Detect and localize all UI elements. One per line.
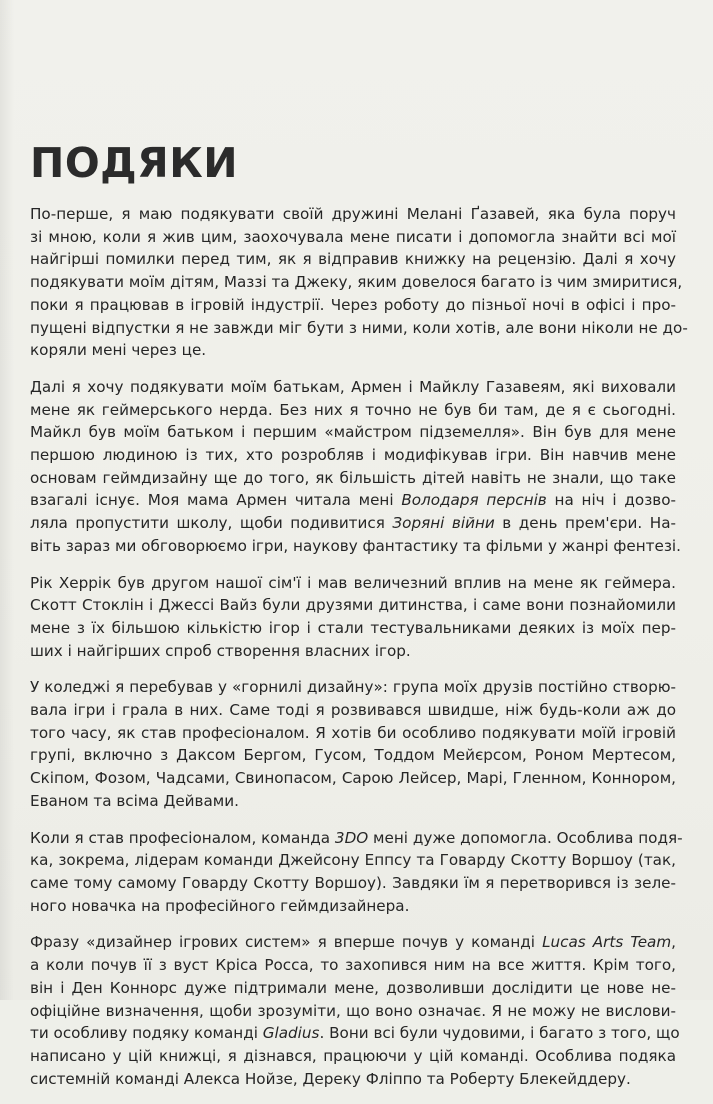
page-title: ПОДЯКИ	[30, 139, 239, 187]
text-line: пущені відпустки я не завжди міг бути з ними, коли хотів, але вони ніколи не до-	[30, 318, 688, 337]
text-line: зі мною, коли я жив цим, заохочувала мене писати і допомогла знайти всі мої	[30, 227, 676, 246]
text-line: взагалі існує. Моя мама Армен читала мені Володаря перснів на ніч і дозво-	[30, 491, 676, 510]
text-line: Фразу «дизайнер ігрових систем» я вперше почув у команді Lucas Arts Team,	[30, 933, 676, 952]
text-line: Еваном та всіма Дейвами.	[30, 791, 239, 810]
text-line: системній команді Алекса Нойзе, Дереку Фліппо та Роберту Блекейддеру.	[30, 1069, 631, 1088]
text-line: ти особливу подяку команді Gladius. Вони всі були чудовими, і багато з того, що	[30, 1024, 680, 1043]
text-line: ного новачка на професійного геймдизайнера.	[30, 896, 410, 915]
paragraph	[30, 676, 676, 812]
text-line: першою людиною із тих, хто розробляв і модифікував ігри. Він навчив мене	[30, 446, 676, 465]
text-line: Рік Херрік був другом нашої сім'ї і мав величезний вплив на мене як геймера.	[30, 573, 676, 592]
text-line: вала ігри і грала в них. Саме тоді я розвивався швидше, ніж будь-коли аж до	[30, 701, 676, 720]
text-line: Скіпом, Фозом, Чадсами, Свинопасом, Сарою Лейсер, Марі, Гленном, Коннором,	[30, 769, 676, 788]
paragraph	[30, 931, 680, 1090]
text-line: саме тому самому Говарду Скотту Воршоу). Завдяки їм я перетворився із зеле-	[30, 873, 676, 892]
italic-title: Володаря перснів	[401, 491, 547, 510]
text-line: написано у цій книжці, я дізнався, працюючи у цій команді. Особлива подяка	[30, 1046, 676, 1065]
text-line: Далі я хочу подякувати моїм батькам, Армен і Майклу Газавеям, які виховали	[30, 377, 676, 396]
text-line: У коледжі я перебував у «горнилі дизайну»: група моїх друзів постійно створю-	[30, 678, 676, 697]
text-line: Коли я став професіоналом, команда 3DO мені дуже допомогла. Особлива подя-	[30, 828, 683, 847]
paragraph	[30, 203, 688, 362]
text-line: мене як геймерського нерда. Без них я точно не був би там, де я є сьогодні.	[30, 400, 676, 419]
italic-title: 3DO	[334, 828, 369, 847]
italic-title: Lucas Arts Team	[542, 933, 672, 952]
text-line: ка, зокрема, лідерам команди Джейсону Еппсу та Говарду Скотту Воршоу (так,	[30, 851, 676, 870]
paragraph	[30, 572, 676, 663]
text-line: мене з їх більшою кількістю ігор і стали тестувальниками деяких із моїх пер-	[30, 618, 676, 637]
text-line: основам геймдизайну ще до того, як більшість дітей навіть не знали, що таке	[30, 468, 676, 487]
text-line: а коли почув її з вуст Кріса Росса, то захопився ним на все життя. Крім того,	[30, 956, 676, 975]
text-line: ляла пропустити школу, щоби подивитися Зоряні війни в день прем'єри. На-	[30, 514, 676, 533]
text-line: групі, включно з Даксом Бергом, Гусом, Тоддом Мейєрсом, Роном Мертесом,	[30, 746, 676, 765]
paragraph	[30, 376, 681, 558]
text-line: ших і найгірших спроб створення власних ігор.	[30, 641, 411, 660]
text-line: поки я працював в ігровій індустрії. Через роботу до пізньої ночі в офісі і про-	[30, 295, 676, 314]
text-line: віть зараз ми обговорюємо ігри, наукову фантастику та фільми у жанрі фентезі.	[30, 536, 681, 555]
text-line: коряли мені через це.	[30, 341, 207, 360]
text-line: Майкл був моїм батьком і першим «майстром підземелля». Він був для мене	[30, 423, 676, 442]
text-line: офіційне визначення, щоби зрозуміти, що воно означає. Я не можу не вислови-	[30, 1001, 676, 1020]
text-line: подякувати моїм дітям, Маззі та Джеку, яким довелося багато із чим змиритися,	[30, 273, 683, 292]
text-line: він і Ден Коннорс дуже підтримали мене, дозволивши дослідити це нове не-	[30, 978, 676, 997]
text-line: Скотт Стоклін і Джессі Вайз були друзями дитинства, і саме вони познайомили	[30, 596, 676, 615]
text-line: найгірші помилки перед тим, як я відправив книжку на рецензію. Далі я хочу	[30, 250, 676, 269]
italic-title: Зоряні війни	[392, 514, 495, 533]
acknowledgements-text	[30, 203, 688, 1104]
text-line: того часу, як став професіоналом. Я хотів би особливо подякувати моїй ігровій	[30, 723, 676, 742]
text-line: По-перше, я маю подякувати своїй дружині Мелані Ґазавей, яка була поруч	[30, 205, 676, 223]
paragraph	[30, 827, 683, 918]
italic-title: Gladius	[262, 1024, 320, 1043]
page-edge-shadow	[0, 0, 14, 1000]
